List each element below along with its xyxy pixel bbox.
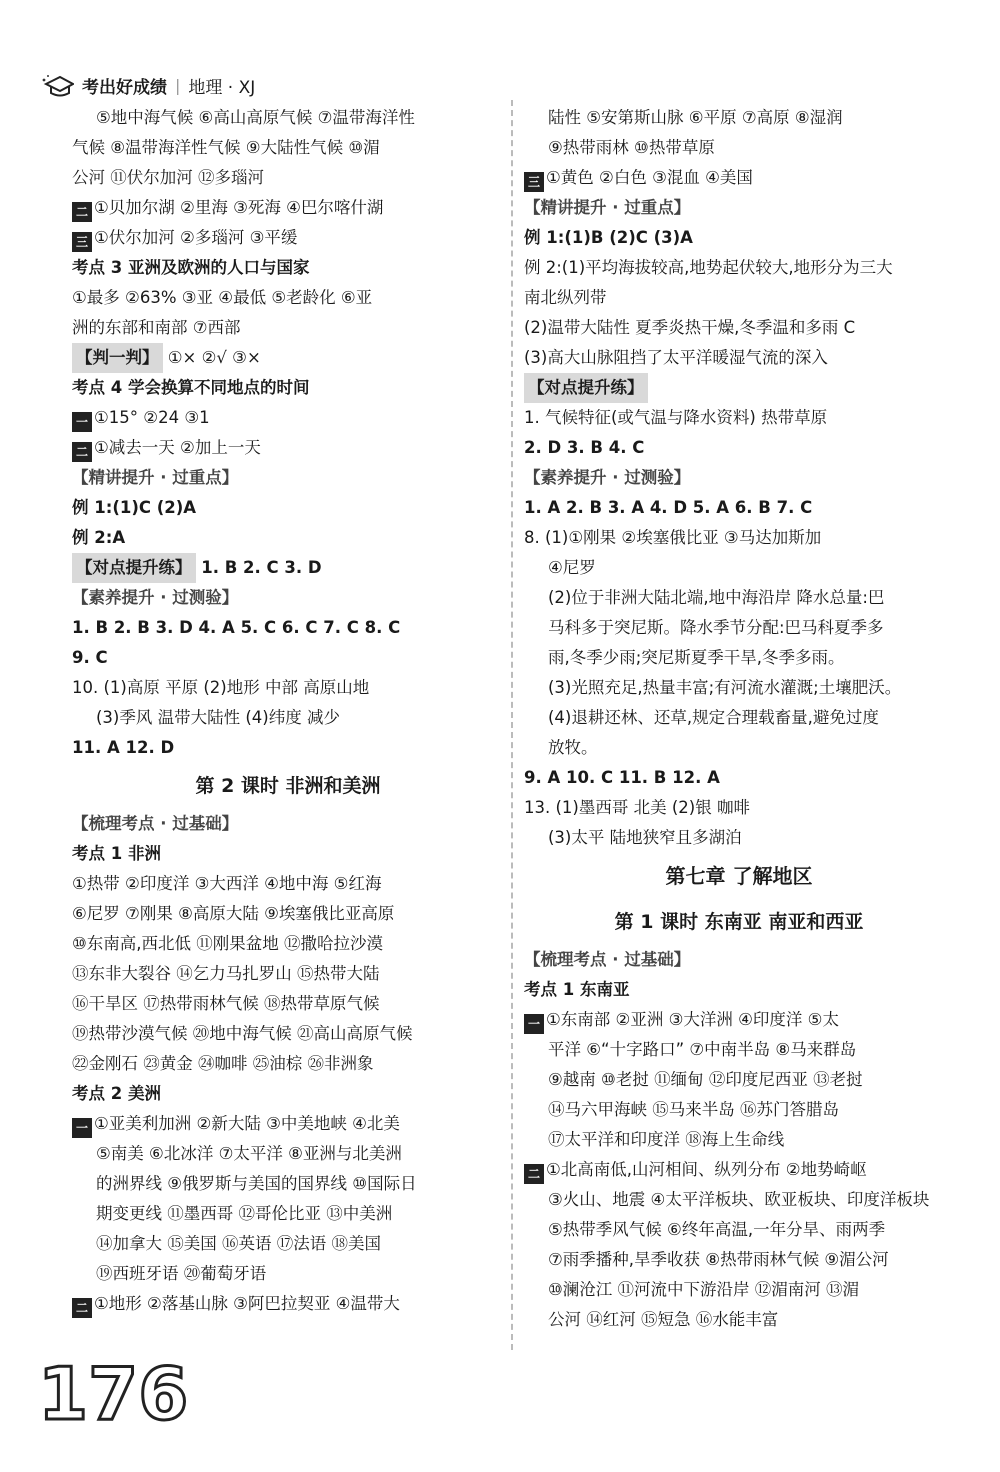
header-separator: | [175, 75, 181, 95]
answer-line: ㉒金刚石 ㉓黄金 ㉔咖啡 ㉕油棕 ㉖非洲象 [72, 1054, 374, 1073]
tag-suyang: 【素养提升 · 过测验】 [524, 468, 691, 487]
kaodian-title: 考点 3 亚洲及欧洲的人口与国家 [72, 258, 310, 277]
tag-shuli: 【梳理考点 · 过基础】 [524, 950, 691, 969]
tag-duidian: 【对点提升练】 [524, 373, 648, 403]
answer-line: 二 ①减去一天 ②加上一天 [72, 433, 504, 463]
section-mark-yi: 一 [524, 1014, 544, 1034]
column-divider [511, 100, 513, 1350]
answer-line: (2)位于非洲大陆北端,地中海沿岸 降水总量:巴 [548, 588, 885, 607]
answer-line: ③火山、地震 ④太平洋板块、欧亚板块、印度洋板块 [548, 1190, 930, 1209]
answer-line: 【判一判】 ①× ②√ ③× [72, 343, 504, 373]
answer-line: 三 ①黄色 ②白色 ③混血 ④美国 [524, 163, 954, 193]
graduation-cap-icon [40, 72, 74, 98]
answer-line: 三 ①伏尔加河 ②多瑙河 ③平缓 [72, 223, 504, 253]
section-mark-er: 二 [524, 1164, 544, 1184]
answer-line: ⑤热带季风气候 ⑥终年高温,一年分旱、雨两季 [548, 1220, 886, 1239]
answer-line: 气候 ⑧温带海洋性气候 ⑨大陆性气候 ⑩湄 [72, 138, 380, 157]
answer-line: 1. 气候特征(或气温与降水资料) 热带草原 [524, 408, 828, 427]
answer-line: 10. (1)高原 平原 (2)地形 中部 高原山地 [72, 678, 370, 697]
answer-line: ⑨热带雨林 ⑩热带草原 [548, 138, 715, 157]
section-mark-san: 三 [72, 232, 92, 252]
answer-line: 8. (1)①刚果 ②埃塞俄比亚 ③马达加斯加 [524, 528, 822, 547]
left-column [72, 103, 504, 1319]
lesson-title: 第 2 课时 非洲和美洲 [195, 775, 381, 797]
answer-line: 二 ①北高南低,山河相间、纵列分布 ②地势崎岖 [524, 1155, 954, 1185]
tag-jingjiang: 【精讲提升 · 过重点】 [72, 468, 239, 487]
answer-line: ⑨越南 ⑩老挝 ⑪缅甸 ⑫印度尼西亚 ⑬老挝 [548, 1070, 863, 1089]
example-line: 例 2:A [72, 528, 126, 547]
answer-line: ⑯干旱区 ⑰热带雨林气候 ⑱热带草原气候 [72, 994, 380, 1013]
answer-line: 一 ①亚美利加洲 ②新大陆 ③中美地峡 ④北美 [72, 1109, 504, 1139]
answer-line: 1. A 2. B 3. A 4. D 5. A 6. B 7. C [524, 498, 813, 517]
kaodian-title: 考点 4 学会换算不同地点的时间 [72, 378, 310, 397]
answer-line: ①热带 ②印度洋 ③大西洋 ④地中海 ⑤红海 [72, 874, 382, 893]
answer-line: 1. B 2. B 3. D 4. A 5. C 6. C 7. C 8. C [72, 618, 401, 637]
answer-line: 放牧。 [548, 738, 598, 757]
answer-line: (3)太平 陆地狭窄且多湖泊 [548, 828, 742, 847]
answer-line: 【对点提升练】 1. B 2. C 3. D [72, 553, 504, 583]
section-mark-yi: 一 [72, 412, 92, 432]
answer-line [524, 373, 954, 403]
tag-duidian: 【对点提升练】 [72, 553, 196, 583]
answer-line: ⑬东非大裂谷 ⑭乞力马扎罗山 ⑮热带大陆 [72, 964, 380, 983]
right-column [524, 103, 954, 1335]
answer-line: ⑰太平洋和印度洋 ⑱海上生命线 [548, 1130, 785, 1149]
answer-line: ④尼罗 [548, 558, 596, 577]
answer-line: 二 ①地形 ②落基山脉 ③阿巴拉契亚 ④温带大 [72, 1289, 504, 1319]
answer-line: ⑦雨季播种,旱季收获 ⑧热带雨林气候 ⑨湄公河 [548, 1250, 889, 1269]
answer-line: 期变更线 ⑪墨西哥 ⑫哥伦比亚 ⑬中美洲 [96, 1204, 393, 1223]
section-mark-er: 二 [72, 442, 92, 462]
kaodian-title: 考点 1 非洲 [72, 844, 161, 863]
answer-line: 一 ①东南部 ②亚洲 ③大洋洲 ④印度洋 ⑤太 [524, 1005, 954, 1035]
answer-line: 9. A 10. C 11. B 12. A [524, 768, 720, 787]
header-subject: 地理 · XJ [188, 77, 256, 98]
tag-panyipan: 【判一判】 [72, 343, 163, 373]
answer-line: 洲的东部和南部 ⑦西部 [72, 318, 241, 337]
chapter-title: 第七章 了解地区 [665, 864, 813, 888]
answer-line: ①最多 ②63% ③亚 ④最低 ⑤老龄化 ⑥亚 [72, 288, 373, 307]
answer-line: 公河 ⑪伏尔加河 ⑫多瑙河 [72, 168, 264, 187]
example-line: 南北纵列带 [524, 288, 607, 307]
answer-line: 平洋 ⑥“十字路口” ⑦中南半岛 ⑧马来群岛 [548, 1040, 857, 1059]
example-line: 例 1:(1)B (2)C (3)A [524, 228, 693, 247]
answer-line: 公河 ⑭红河 ⑮短急 ⑯水能丰富 [548, 1310, 779, 1329]
answer-line: ⑩澜沧江 ⑪河流中下游沿岸 ⑫湄南河 ⑬湄 [548, 1280, 860, 1299]
example-line: (2)温带大陆性 夏季炎热干燥,冬季温和多雨 C [524, 318, 856, 337]
example-line: 例 2:(1)平均海拔较高,地势起伏较大,地形分为三大 [524, 258, 893, 277]
answer-line: ⑭马六甲海峡 ⑮马来半岛 ⑯苏门答腊岛 [548, 1100, 839, 1119]
answer-line: 的洲界线 ⑨俄罗斯与美国的国界线 ⑩国际日 [96, 1174, 417, 1193]
section-mark-san: 三 [524, 172, 544, 192]
section-mark-yi: 一 [72, 1118, 92, 1138]
answer-line: (3)光照充足,热量丰富;有河流水灌溉;土壤肥沃。 [548, 678, 902, 697]
kaodian-title: 考点 2 美洲 [72, 1084, 161, 1103]
answer-line: 11. A 12. D [72, 738, 175, 757]
answer-line: ⑥尼罗 ⑦刚果 ⑧高原大陆 ⑨埃塞俄比亚高原 [72, 904, 395, 923]
kaodian-title: 考点 1 东南亚 [524, 980, 630, 999]
answer-line: 13. (1)墨西哥 北美 (2)银 咖啡 [524, 798, 750, 817]
example-line: (3)高大山脉阻挡了太平洋暖湿气流的深入 [524, 348, 828, 367]
example-line: 例 1:(1)C (2)A [72, 498, 197, 517]
page-number: 176 [38, 1352, 189, 1436]
answer-line: 二 ①贝加尔湖 ②里海 ③死海 ④巴尔喀什湖 [72, 193, 504, 223]
header-brand: 考出好成绩 [82, 77, 167, 98]
answer-line: (3)季风 温带大陆性 (4)纬度 减少 [96, 708, 340, 727]
answer-line: 雨,冬季少雨;突尼斯夏季干旱,冬季多雨。 [548, 648, 845, 667]
answer-line: 一 ①15° ②24 ③1 [72, 403, 504, 433]
tag-jingjiang: 【精讲提升 · 过重点】 [524, 198, 691, 217]
answer-line: 马科多于突尼斯。降水季节分配:巴马科夏季多 [548, 618, 884, 637]
page-header [40, 70, 255, 100]
answer-line: ⑤地中海气候 ⑥高山高原气候 ⑦温带海洋性 [96, 108, 415, 127]
tag-shuli: 【梳理考点 · 过基础】 [72, 814, 239, 833]
answer-line: ⑩东南高,西北低 ⑪刚果盆地 ⑫撒哈拉沙漠 [72, 934, 384, 953]
answer-line: ⑲西班牙语 ⑳葡萄牙语 [96, 1264, 267, 1283]
answer-line: ⑤南美 ⑥北冰洋 ⑦太平洋 ⑧亚洲与北美洲 [96, 1144, 402, 1163]
answer-line: ⑲热带沙漠气候 ⑳地中海气候 ㉑高山高原气候 [72, 1024, 413, 1043]
section-mark-er: 二 [72, 1298, 92, 1318]
lesson-title: 第 1 课时 东南亚 南亚和西亚 [614, 911, 864, 933]
section-mark-er: 二 [72, 202, 92, 222]
answer-line: 陆性 ⑤安第斯山脉 ⑥平原 ⑦高原 ⑧湿润 [548, 108, 843, 127]
answer-line: (4)退耕还林、还草,规定合理载畜量,避免过度 [548, 708, 879, 727]
answer-line: ⑭加拿大 ⑮美国 ⑯英语 ⑰法语 ⑱美国 [96, 1234, 381, 1253]
answer-line: 9. C [72, 648, 108, 667]
answer-line: 2. D 3. B 4. C [524, 438, 645, 457]
tag-suyang: 【素养提升 · 过测验】 [72, 588, 239, 607]
